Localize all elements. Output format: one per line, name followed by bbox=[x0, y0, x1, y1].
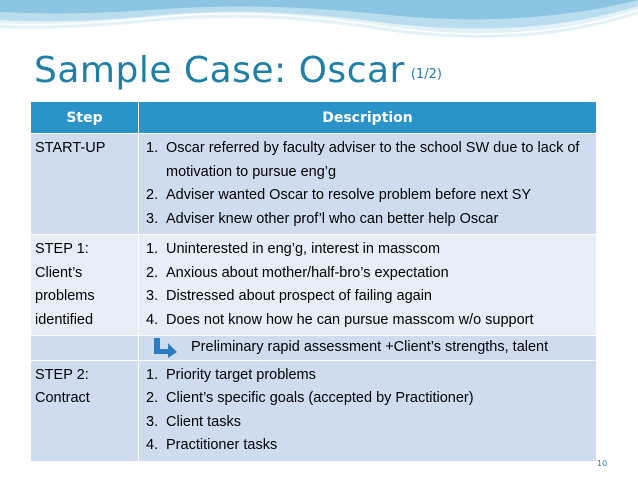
item-text: Does not know how he can pursue masscom w/o support bbox=[166, 311, 534, 328]
list-item bbox=[143, 309, 596, 333]
list-item bbox=[143, 364, 596, 388]
item-number: 2. bbox=[146, 264, 159, 281]
item-number: 3. bbox=[146, 210, 159, 227]
callout-cell bbox=[139, 336, 597, 361]
step-cell: STEP 1: Client’s problems identified bbox=[31, 235, 139, 336]
item-number: 3. bbox=[146, 413, 159, 430]
list-item bbox=[143, 387, 596, 411]
list-item bbox=[143, 285, 596, 309]
item-list bbox=[143, 364, 596, 458]
item-text: Priority target problems bbox=[166, 366, 316, 383]
item-text: Anxious about mother/half-bro’s expectation bbox=[166, 264, 449, 281]
slide-title-part: (1/2) bbox=[410, 67, 442, 82]
list-item bbox=[143, 208, 596, 232]
list-item bbox=[143, 238, 596, 262]
item-number: 4. bbox=[146, 311, 159, 328]
table-row-step1 bbox=[31, 235, 597, 336]
item-text: Distressed about prospect of failing again bbox=[166, 288, 432, 304]
item-text: Adviser knew other prof’l who can better help Oscar bbox=[166, 210, 499, 227]
list-item bbox=[143, 411, 596, 435]
item-list bbox=[143, 137, 596, 231]
item-list bbox=[143, 238, 596, 332]
table-row-callout bbox=[31, 336, 597, 361]
list-item bbox=[143, 262, 596, 286]
header-description: Description bbox=[139, 102, 597, 134]
description-cell bbox=[139, 134, 597, 235]
header-step: Step bbox=[31, 102, 139, 134]
item-number: 1. bbox=[146, 366, 159, 383]
item-text: Client’s specific goals (accepted by Practitioner) bbox=[166, 390, 474, 406]
item-text: Practitioner tasks bbox=[166, 437, 278, 453]
table-row-step2 bbox=[31, 360, 597, 461]
list-item bbox=[143, 137, 596, 184]
item-text: Uninterested in eng’g, interest in masscom bbox=[166, 241, 441, 257]
callout-box bbox=[143, 336, 592, 360]
item-number: 1. bbox=[146, 241, 159, 257]
list-item bbox=[143, 184, 596, 208]
callout-step-cell bbox=[31, 336, 139, 361]
item-text: Client tasks bbox=[166, 413, 241, 430]
description-cell bbox=[139, 235, 597, 336]
item-number: 1. bbox=[146, 140, 159, 156]
description-cell bbox=[139, 360, 597, 461]
step-cell: START-UP bbox=[31, 134, 139, 235]
list-item bbox=[143, 434, 596, 458]
item-number: 4. bbox=[146, 437, 159, 453]
item-number: 3. bbox=[146, 288, 159, 304]
step-cell: STEP 2: Contract bbox=[31, 360, 139, 461]
page-number: 10 bbox=[597, 459, 608, 468]
item-number: 2. bbox=[146, 187, 159, 203]
callout-text: Preliminary rapid assessment +Client’s strengths, talent bbox=[191, 339, 549, 355]
slide-title-text: Sample Case: Oscar bbox=[34, 50, 405, 91]
item-text: Adviser wanted Oscar to resolve problem before next SY bbox=[166, 187, 532, 203]
item-text: Oscar referred by faculty adviser to the school SW due to lack of motivation to pursue eng’g bbox=[166, 140, 580, 180]
down-right-elbow-arrow-icon bbox=[151, 337, 179, 359]
table-header-row bbox=[31, 102, 597, 134]
slide-title bbox=[34, 50, 442, 91]
item-number: 2. bbox=[146, 390, 159, 406]
case-table bbox=[30, 101, 597, 462]
table-row-startup bbox=[31, 134, 597, 235]
